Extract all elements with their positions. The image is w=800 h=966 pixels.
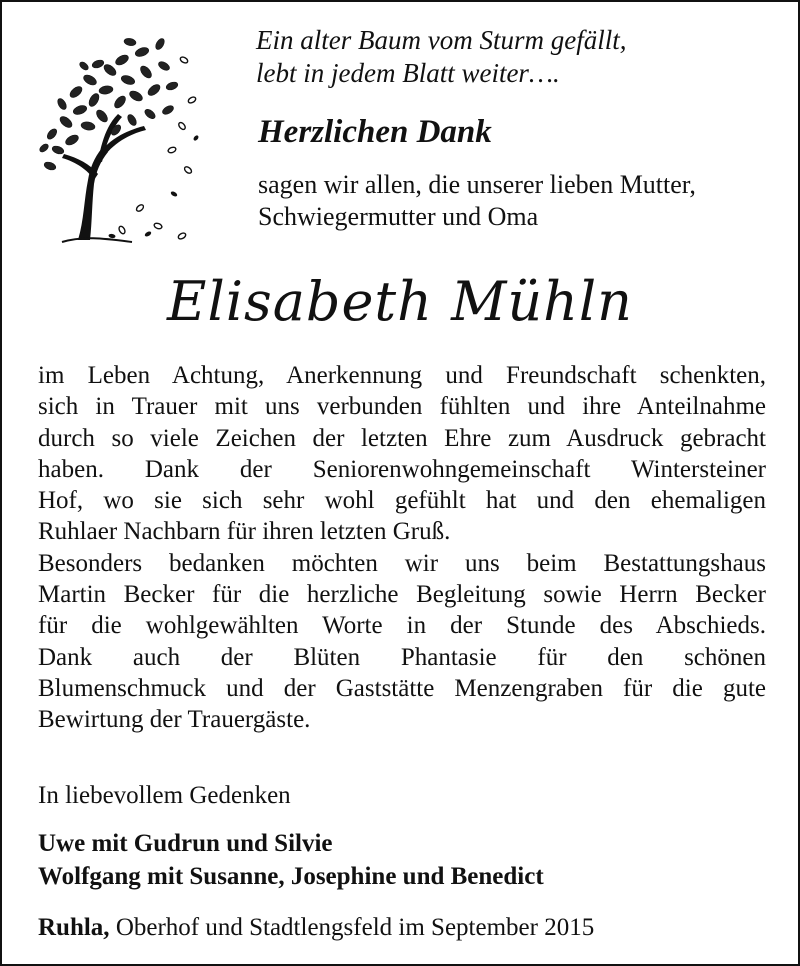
body-line: im Leben Achtung, Anerkennung und Freundschaft schenkten,	[38, 362, 766, 389]
heading: Herzlichen Dank	[258, 114, 492, 150]
body-line: durch so viele Zeichen der letzten Ehre zum Ausdruck gebracht	[38, 424, 766, 452]
place-city: Ruhla,	[38, 914, 110, 941]
body-line: haben. Dank der Seniorenwohngemeinschaft Wintersteiner	[38, 455, 766, 483]
body-line: Dank auch der Blüten Phantasie für den schönen	[38, 643, 766, 671]
body-text	[38, 360, 766, 736]
quote-line-2: lebt in jedem Blatt weiter….	[256, 58, 560, 88]
body-line: Bewirtung der Trauergäste.	[38, 706, 311, 734]
body-line: Besonders bedanken möchten wir uns beim Bestattungshaus	[38, 549, 766, 577]
family-line-2: Wolfgang mit Susanne, Josephine und Benedict	[38, 863, 544, 890]
intro-text	[258, 169, 778, 233]
family-line-1: Uwe mit Gudrun und Silvie	[38, 830, 333, 857]
body-line: Blumenschmuck und der Gaststätte Menzengraben für die gute	[38, 674, 766, 702]
body-line: sich in Trauer mit uns verbunden fühlten und ihre Anteilnahme	[38, 393, 766, 421]
family-signature	[38, 827, 544, 893]
intro-line-1: sagen wir allen, die unserer lieben Mutter,	[258, 170, 696, 199]
quote-line-1: Ein alter Baum vom Sturm gefällt,	[256, 25, 627, 55]
quote	[256, 24, 776, 90]
body-line: Hof, wo sie sich sehr wohl gefühlt hat und den ehemaligen	[38, 487, 766, 515]
place-date	[38, 912, 594, 944]
deceased-name: Elisabeth Mühln	[167, 270, 633, 333]
closing-phrase: In liebevollem Gedenken	[38, 782, 291, 809]
wind-blown-tree-icon	[32, 30, 202, 248]
place-rest: Oberhof und Stadtlengsfeld im September 2015	[109, 914, 595, 941]
body-line: für die wohlgewählten Worte in der Stunde des Abschieds.	[38, 612, 766, 640]
body-line: Martin Becker für die herzliche Begleitung sowie Herrn Becker	[38, 581, 766, 609]
intro-line-2: Schwiegermutter und Oma	[258, 202, 539, 231]
body-line: Ruhlaer Nachbarn für ihren letzten Gruß.	[38, 518, 451, 546]
